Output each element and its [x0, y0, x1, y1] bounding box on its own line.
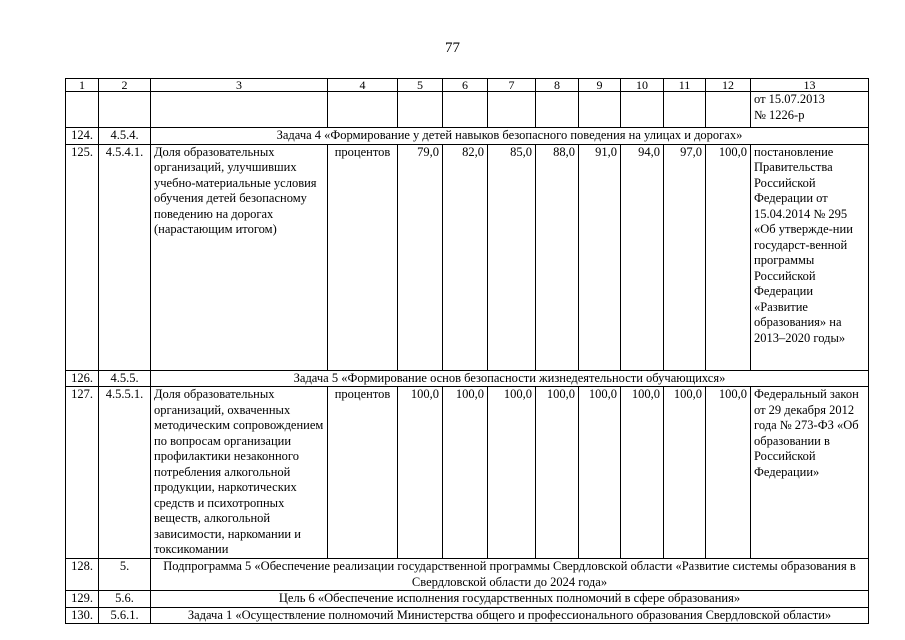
value-cell: 85,0 [488, 144, 536, 370]
task-title: Задача 5 «Формирование основ безопасности жизнедеятельности обучающихся» [151, 370, 869, 387]
row-number: 130. [66, 607, 99, 624]
indicators-table [65, 78, 869, 624]
row-code: 4.5.4.1. [99, 144, 151, 370]
row-code: 5. [99, 559, 151, 591]
value-cell: 94,0 [621, 144, 664, 370]
row-number: 129. [66, 591, 99, 608]
value-cell: 100,0 [706, 387, 751, 559]
row-number: 127. [66, 387, 99, 559]
row-code: 4.5.5.1. [99, 387, 151, 559]
value-cell: 100,0 [443, 387, 488, 559]
header-cell: 12 [706, 79, 751, 92]
indicator-name: Доля образовательных организаций, улучшивших учебно-материальные условия обучения детей безопасному поведению на дорогах (нарастающим итогом) [151, 144, 328, 370]
value-cell: 100,0 [621, 387, 664, 559]
row-code: 4.5.5. [99, 370, 151, 387]
table-row [66, 591, 869, 608]
table-row [66, 387, 869, 559]
value-cell: 82,0 [443, 144, 488, 370]
table-row [66, 92, 869, 128]
header-cell: 11 [664, 79, 706, 92]
table-row [66, 370, 869, 387]
indicator-name: Доля образовательных организаций, охваченных методическим сопровождением по вопросам организации профилактики незаконного потребления алкогольной продукции, наркотических средств и психотропных веществ, алкогольной зависимости, наркомании и токсикомании [151, 387, 328, 559]
table-row [66, 128, 869, 145]
value-cell: 97,0 [664, 144, 706, 370]
row-number: 126. [66, 370, 99, 387]
subprogram-title: Подпрограмма 5 «Обеспечение реализации государственной программы Свердловской области «Развитие системы образования в Свердловской области до 2024 года» [151, 559, 869, 591]
value-cell: 100,0 [664, 387, 706, 559]
header-cell: 7 [488, 79, 536, 92]
unit: процентов [328, 144, 398, 370]
value-cell: 79,0 [398, 144, 443, 370]
value-cell: 100,0 [706, 144, 751, 370]
row-code: 5.6. [99, 591, 151, 608]
row-number: 124. [66, 128, 99, 145]
header-cell: 5 [398, 79, 443, 92]
header-cell: 4 [328, 79, 398, 92]
legal-source: Федеральный закон от 29 декабря 2012 года № 273-ФЗ «Об образовании в Российской Федерации» [751, 387, 869, 559]
value-cell: 100,0 [398, 387, 443, 559]
legal-source: от 15.07.2013 № 1226-р [751, 92, 869, 128]
unit: процентов [328, 387, 398, 559]
row-code: 5.6.1. [99, 607, 151, 624]
legal-source: постановление Правительства Российской Федерации от 15.04.2014 № 295 «Об утвержде-нии государст-венной программы Российской Федерации «Развитие образования» на 2013–2020 годы» [751, 144, 869, 370]
table-row [66, 144, 869, 370]
header-cell: 10 [621, 79, 664, 92]
header-cell: 8 [536, 79, 579, 92]
table-row [66, 559, 869, 591]
table-row [66, 607, 869, 624]
header-cell: 9 [579, 79, 621, 92]
header-cell: 6 [443, 79, 488, 92]
header-cell: 2 [99, 79, 151, 92]
task-title: Задача 4 «Формирование у детей навыков безопасного поведения на улицах и дорогах» [151, 128, 869, 145]
value-cell: 88,0 [536, 144, 579, 370]
goal-title: Цель 6 «Обеспечение исполнения государственных полномочий в сфере образования» [151, 591, 869, 608]
value-cell: 91,0 [579, 144, 621, 370]
row-number: 128. [66, 559, 99, 591]
value-cell: 100,0 [536, 387, 579, 559]
header-cell: 13 [751, 79, 869, 92]
header-row [66, 79, 869, 92]
task-title: Задача 1 «Осуществление полномочий Министерства общего и профессионального образования Свердловской области» [151, 607, 869, 624]
header-cell: 3 [151, 79, 328, 92]
value-cell: 100,0 [488, 387, 536, 559]
row-number: 125. [66, 144, 99, 370]
header-cell: 1 [66, 79, 99, 92]
row-code: 4.5.4. [99, 128, 151, 145]
value-cell: 100,0 [579, 387, 621, 559]
page-number: 77 [445, 40, 460, 56]
